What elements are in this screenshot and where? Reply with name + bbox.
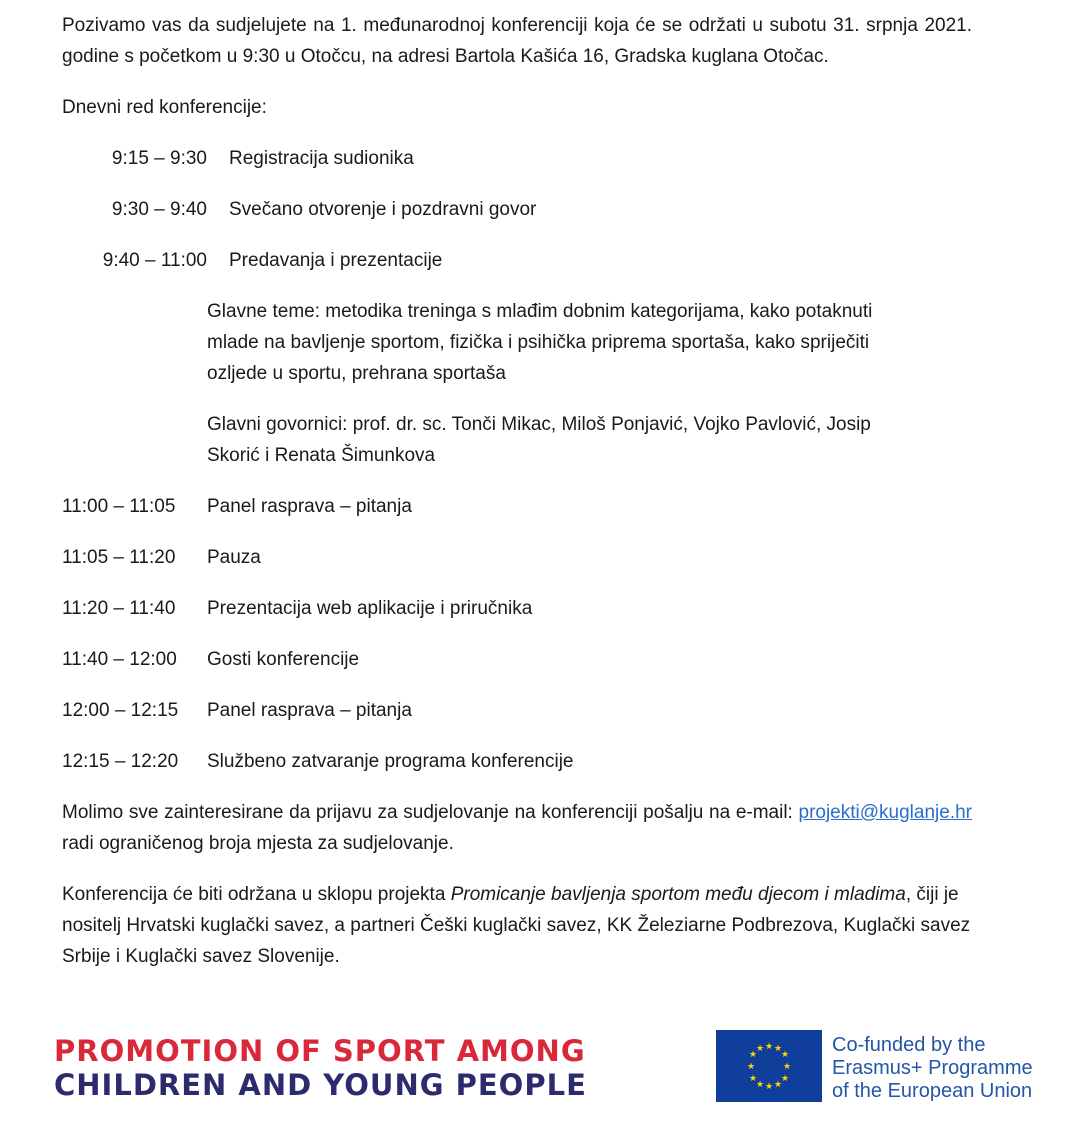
svg-text:★: ★ [755,1080,765,1090]
agenda-item: Registracija sudionika [229,148,414,169]
erasmus-text: Co-funded by the Erasmus+ Programme of the European Union [832,1034,1033,1102]
svg-text:★: ★ [755,1044,765,1054]
agenda-time: 9:30 – 9:40 [111,199,207,220]
svg-text:★: ★ [773,1044,783,1054]
agenda-row [62,245,972,276]
project-title: Promicanje bavljenja sportom među djecom i mladima [450,884,906,905]
eu-flag-icon [716,1030,822,1102]
agenda-item: Predavanja i prezentacije [229,250,443,271]
main-topics: Glavne teme: metodika treninga s mlađim dobnim kategorijama, kako potaknuti mlade na bavljenje sportom, fizička i psihička priprema sportaša, kako spriječiti ozljede u sportu, prehrana sportaša [207,301,873,384]
svg-text:★: ★ [782,1062,792,1072]
project-paragraph: Konferencija će biti održana u sklopu projekta Promicanje bavljenja sportom među djecom i mladima, čiji je nositelj Hrvatski kuglački savez, a partneri Češki kuglački savez, KK Železiarne Podbrezova, Kuglački savez Srbije i Kuglački savez Slovenije. [62,884,971,967]
agenda-row [62,194,972,225]
agenda-time: 12:15 – 12:20 [62,751,179,772]
svg-text:★: ★ [773,1080,783,1090]
agenda-item: Panel rasprava – pitanja [207,700,412,721]
agenda-row [62,746,972,777]
svg-text:★: ★ [764,1042,774,1052]
footer [0,1020,1070,1130]
promotion-logo-text [54,1034,587,1102]
eu-stars-icon [716,1030,822,1102]
agenda-time: 11:05 – 11:20 [62,547,176,568]
agenda-time: 9:40 – 11:00 [102,250,207,271]
agenda-time: 11:00 – 11:05 [62,496,176,517]
svg-text:★: ★ [746,1062,756,1072]
agenda-item: Gosti konferencije [207,649,360,670]
svg-text:★: ★ [748,1050,758,1060]
agenda-time: 12:00 – 12:15 [62,700,179,721]
agenda-time: 11:20 – 11:40 [62,598,176,619]
invitation-document [62,10,972,992]
promo-line-1: PROMOTION OF SPORT AMONG [54,1034,586,1068]
registration-paragraph: Molimo sve zainteresirane da prijavu za sudjelovanje na konferenciji pošalju na e-mail: projekti@kuglanje.hr radi ograničenog broja mjesta za sudjelovanje. [62,802,972,854]
main-speakers: Glavni govornici: prof. dr. sc. Tonči Mikac, Miloš Ponjavić, Vojko Pavlović, Josip Skorić i Renata Šimunkova [207,414,871,466]
agenda-list [62,143,972,777]
agenda-row [62,695,972,726]
agenda-row [62,644,972,675]
agenda-row [62,593,972,624]
agenda-item: Svečano otvorenje i pozdravni govor [229,199,537,220]
email-link[interactable]: projekti@kuglanje.hr [798,802,972,823]
agenda-item: Pauza [207,547,261,568]
svg-text:★: ★ [764,1082,774,1092]
agenda-row [62,491,972,522]
agenda-time: 9:15 – 9:30 [111,148,207,169]
agenda-item: Službeno zatvaranje programa konferencije [207,751,574,772]
svg-text:★: ★ [748,1074,758,1084]
promo-line-2: CHILDREN AND YOUNG PEOPLE [54,1068,587,1102]
agenda-item: Prezentacija web aplikacije i priručnika [207,598,533,619]
agenda-row [62,542,972,573]
intro-paragraph: Pozivamo vas da sudjelujete na 1. međunarodnoj konferenciji koja će se održati u subotu 31. srpnja 2021. godine s početkom u 9:30 u Otočcu, na adresi Bartola Kašića 16, Gradska kuglana Otočac. [62,15,972,67]
agenda-item: Panel rasprava – pitanja [207,496,412,517]
agenda-time: 11:40 – 12:00 [62,649,177,670]
agenda-heading: Dnevni red konferencije: [62,97,267,118]
agenda-row [62,143,972,174]
svg-text:★: ★ [780,1074,790,1084]
svg-text:★: ★ [780,1050,790,1060]
